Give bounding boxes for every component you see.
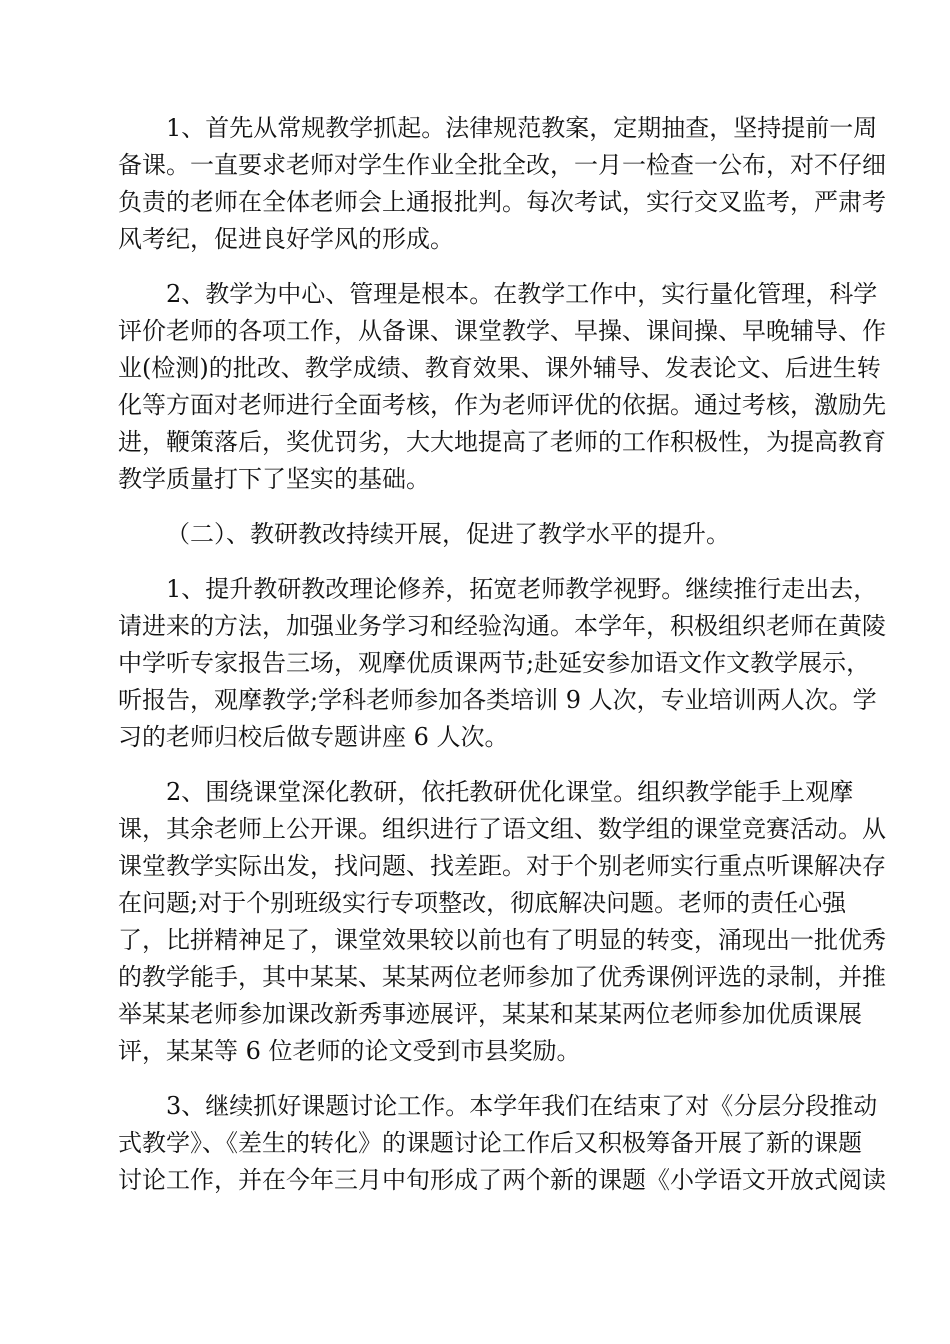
paragraph-2 [118,276,886,498]
document-page [118,110,886,1217]
text-line: 的教学能手，其中某某、某某两位老师参加了优秀课例评选的录制，并推 [118,963,886,991]
text-line: 2、教学为中心、管理是根本。在教学工作中，实行量化管理，科学 [166,280,878,308]
text-line: 习的老师归校后做专题讲座 6 人次。 [118,723,509,751]
text-line: 评，某某等 6 位老师的论文受到市县奖励。 [118,1037,581,1065]
text-line: 式教学》、《差生的转化》的课题讨论工作后又积极筹备开展了新的课题 [118,1129,862,1157]
text-line: 风考纪，促进良好学风的形成。 [118,225,454,253]
text-line: 举某某老师参加课改新秀事迹展评，某某和某某两位老师参加优质课展 [118,1000,862,1028]
text-line: 中学听专家报告三场，观摩优质课两节;赴延安参加语文作文教学展示， [118,649,871,677]
paragraph-5 [118,1088,886,1199]
section-heading [118,516,840,553]
text-line: 课堂教学实际出发，找问题、找差距。对于个别老师实行重点听课解决存 [118,852,886,880]
text-line: 教学质量打下了坚实的基础。 [118,465,430,493]
text-line: 1、首先从常规教学抓起。法律规范教案，定期抽查，坚持提前一周 [166,114,878,142]
text-line: 评价老师的各项工作，从备课、课堂教学、早操、课间操、早晚辅导、作 [118,317,886,345]
text-line: 1、提升教研教改理论修养，拓宽老师教学视野。继续推行走出去， [166,575,878,603]
text-line: 课，其余老师上公开课。组织进行了语文组、数学组的课堂竞赛活动。从 [118,815,886,843]
text-line: 备课。一直要求老师对学生作业全批全改，一月一检查一公布，对不仔细 [118,151,886,179]
text-line: 2、围绕课堂深化教研，依托教研优化课堂。组织教学能手上观摩 [166,778,854,806]
text-line: 负责的老师在全体老师会上通报批判。每次考试，实行交叉监考，严肃考 [118,188,886,216]
paragraph-1 [118,110,886,258]
text-line: 业(检测)的批改、教学成绩、教育效果、课外辅导、发表论文、后进生转 [118,354,881,382]
text-line: 讨论工作，并在今年三月中旬形成了两个新的课题《小学语文开放式阅读 [118,1166,886,1194]
text-line: 了，比拼精神足了，课堂效果较以前也有了明显的转变，涌现出一批优秀 [118,926,886,954]
text-line: 在问题;对于个别班级实行专项整改，彻底解决问题。老师的责任心强 [118,889,847,917]
text-line: 化等方面对老师进行全面考核，作为老师评优的依据。通过考核，激励先 [118,391,886,419]
paragraph-3 [118,571,886,756]
text-line: 进，鞭策落后，奖优罚劣，大大地提高了老师的工作积极性，为提高教育 [118,428,886,456]
text-line: 3、继续抓好课题讨论工作。本学年我们在结束了对《分层分段推动 [166,1092,878,1120]
text-line: 请进来的方法，加强业务学习和经验沟通。本学年，积极组织老师在黄陵 [118,612,886,640]
paragraph-4 [118,774,886,1070]
text-line: 听报告，观摩教学;学科老师参加各类培训 9 人次，专业培训两人次。学 [118,686,877,714]
text-line: （二）、教研教改持续开展，促进了教学水平的提升。 [166,520,730,548]
